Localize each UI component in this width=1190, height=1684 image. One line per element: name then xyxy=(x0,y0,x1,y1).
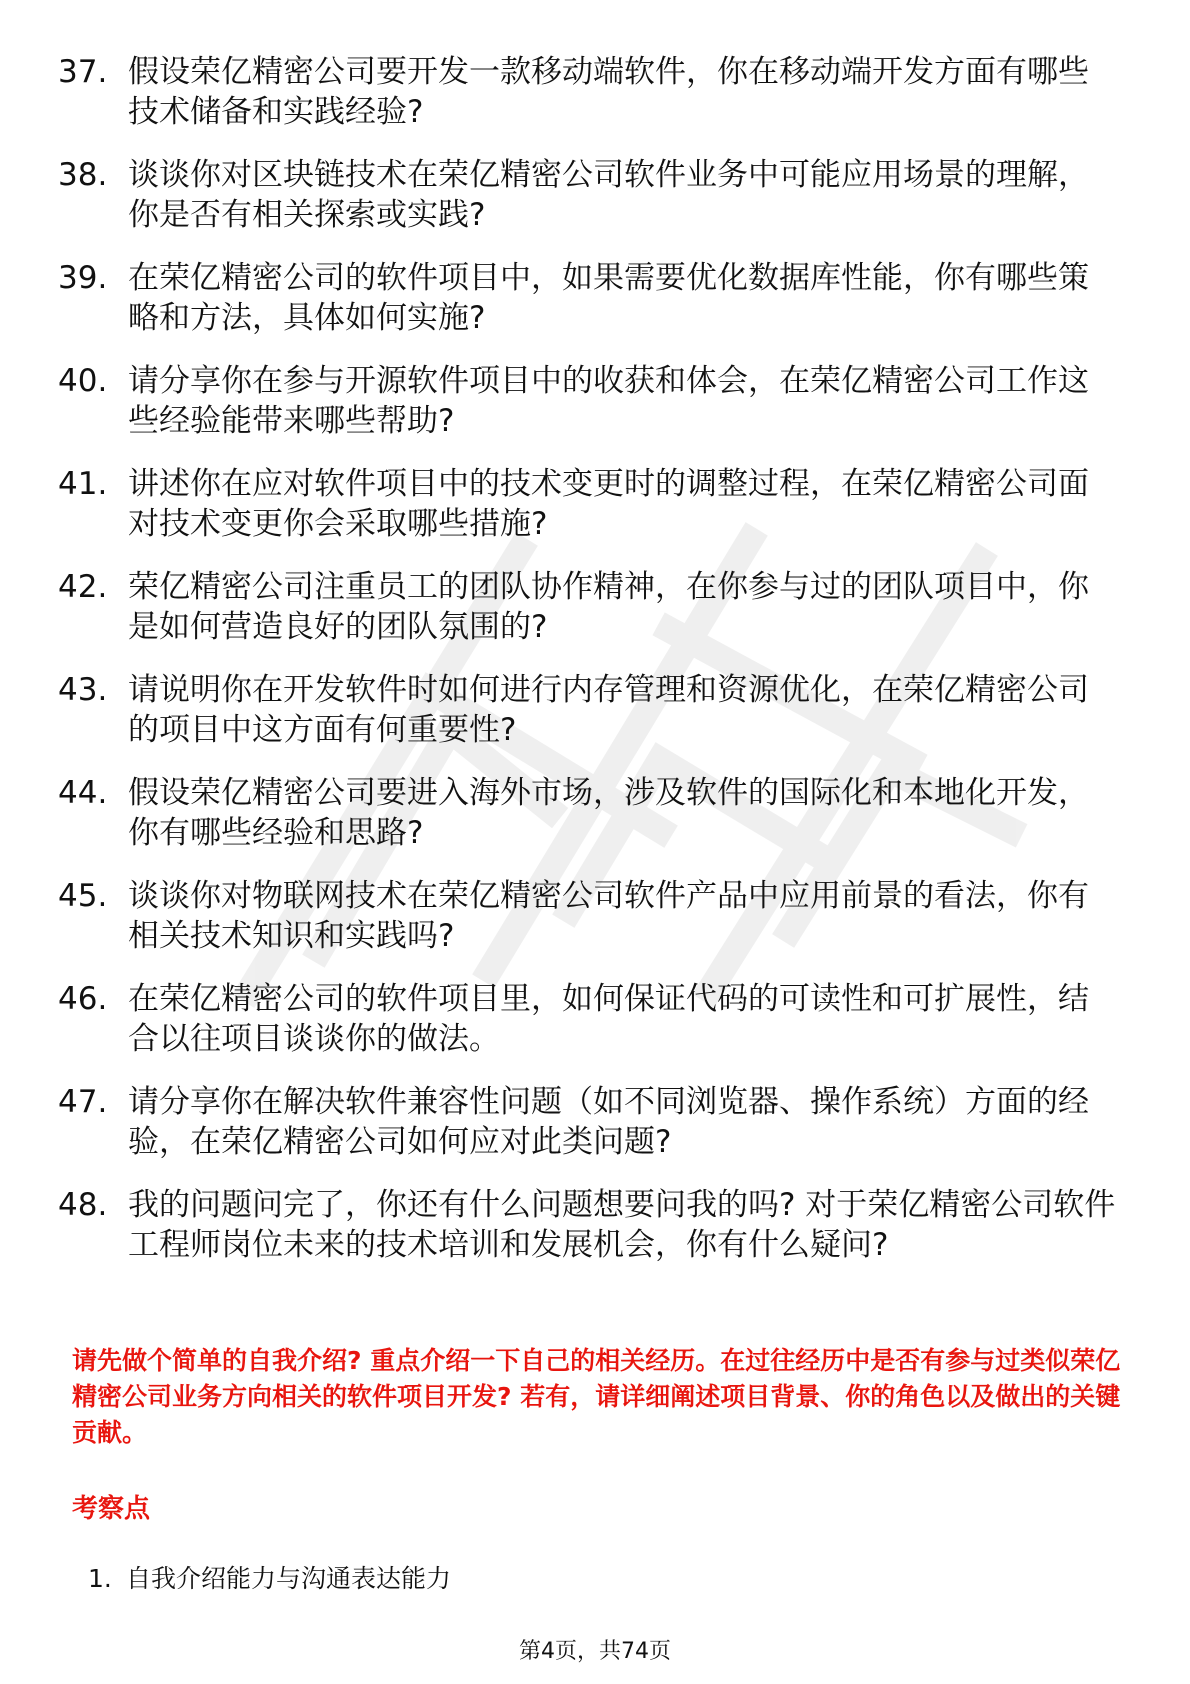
question-number: 48. xyxy=(58,1187,108,1223)
question-text: 谈谈你对物联网技术在荣亿精密公司软件产品中应用前景的看法，你有相关技术知识和实践吗? xyxy=(128,878,1089,954)
assessment-point-list xyxy=(88,1562,988,1596)
question-item xyxy=(58,567,1118,647)
highlight-question: 请先做个简单的自我介绍? 重点介绍一下自己的相关经历。在过往经历中是否有参与过类似荣亿精密公司业务方向相关的软件项目开发? 若有，请详细阐述项目背景、你的角色以及做出的关键贡献。 xyxy=(72,1346,1121,1447)
question-number: 41. xyxy=(58,466,108,502)
question-item xyxy=(58,464,1118,544)
page-footer: 第4页，共74页 xyxy=(519,1639,671,1664)
question-item xyxy=(58,773,1118,853)
question-text: 在荣亿精密公司的软件项目中，如果需要优化数据库性能，你有哪些策略和方法，具体如何实施? xyxy=(128,260,1089,336)
question-text: 我的问题问完了，你还有什么问题想要问我的吗? 对于荣亿精密公司软件工程师岗位未来的技术培训和发展机会，你有什么疑问? xyxy=(128,1187,1116,1263)
question-item xyxy=(58,670,1118,750)
question-text: 在荣亿精密公司的软件项目里，如何保证代码的可读性和可扩展性，结合以往项目谈谈你的做法。 xyxy=(128,981,1089,1057)
section-title: 考察点 xyxy=(72,1494,151,1524)
question-number: 47. xyxy=(58,1084,108,1120)
question-item xyxy=(58,258,1118,338)
question-list xyxy=(58,52,1118,1288)
question-number: 43. xyxy=(58,672,108,708)
question-number: 46. xyxy=(58,981,108,1017)
question-item xyxy=(58,52,1118,132)
question-item xyxy=(58,1185,1118,1265)
question-number: 44. xyxy=(58,775,108,811)
question-text: 讲述你在应对软件项目中的技术变更时的调整过程，在荣亿精密公司面对技术变更你会采取哪些措施? xyxy=(128,466,1089,542)
assessment-point xyxy=(88,1562,988,1596)
point-text: 自我介绍能力与沟通表达能力 xyxy=(126,1564,452,1593)
question-number: 39. xyxy=(58,260,108,296)
question-number: 40. xyxy=(58,363,108,399)
question-item xyxy=(58,361,1118,441)
question-text: 请分享你在参与开源软件项目中的收获和体会，在荣亿精密公司工作这些经验能带来哪些帮助? xyxy=(128,363,1089,439)
question-number: 37. xyxy=(58,54,108,90)
question-number: 42. xyxy=(58,569,108,605)
question-number: 38. xyxy=(58,157,108,193)
question-item xyxy=(58,1082,1118,1162)
question-text: 假设荣亿精密公司要开发一款移动端软件，你在移动端开发方面有哪些技术储备和实践经验? xyxy=(128,54,1089,130)
question-text: 谈谈你对区块链技术在荣亿精密公司软件业务中可能应用场景的理解，你是否有相关探索或实践? xyxy=(128,157,1089,233)
question-number: 45. xyxy=(58,878,108,914)
question-text: 请说明你在开发软件时如何进行内存管理和资源优化，在荣亿精密公司的项目中这方面有何重要性? xyxy=(128,672,1089,748)
question-text: 请分享你在解决软件兼容性问题（如不同浏览器、操作系统）方面的经验，在荣亿精密公司如何应对此类问题? xyxy=(128,1084,1089,1160)
question-text: 荣亿精密公司注重员工的团队协作精神，在你参与过的团队项目中，你是如何营造良好的团队氛围的? xyxy=(128,569,1089,645)
question-text: 假设荣亿精密公司要进入海外市场，涉及软件的国际化和本地化开发，你有哪些经验和思路? xyxy=(128,775,1089,851)
question-item xyxy=(58,876,1118,956)
point-number: 1. xyxy=(88,1564,112,1593)
question-item xyxy=(58,155,1118,235)
question-item xyxy=(58,979,1118,1059)
